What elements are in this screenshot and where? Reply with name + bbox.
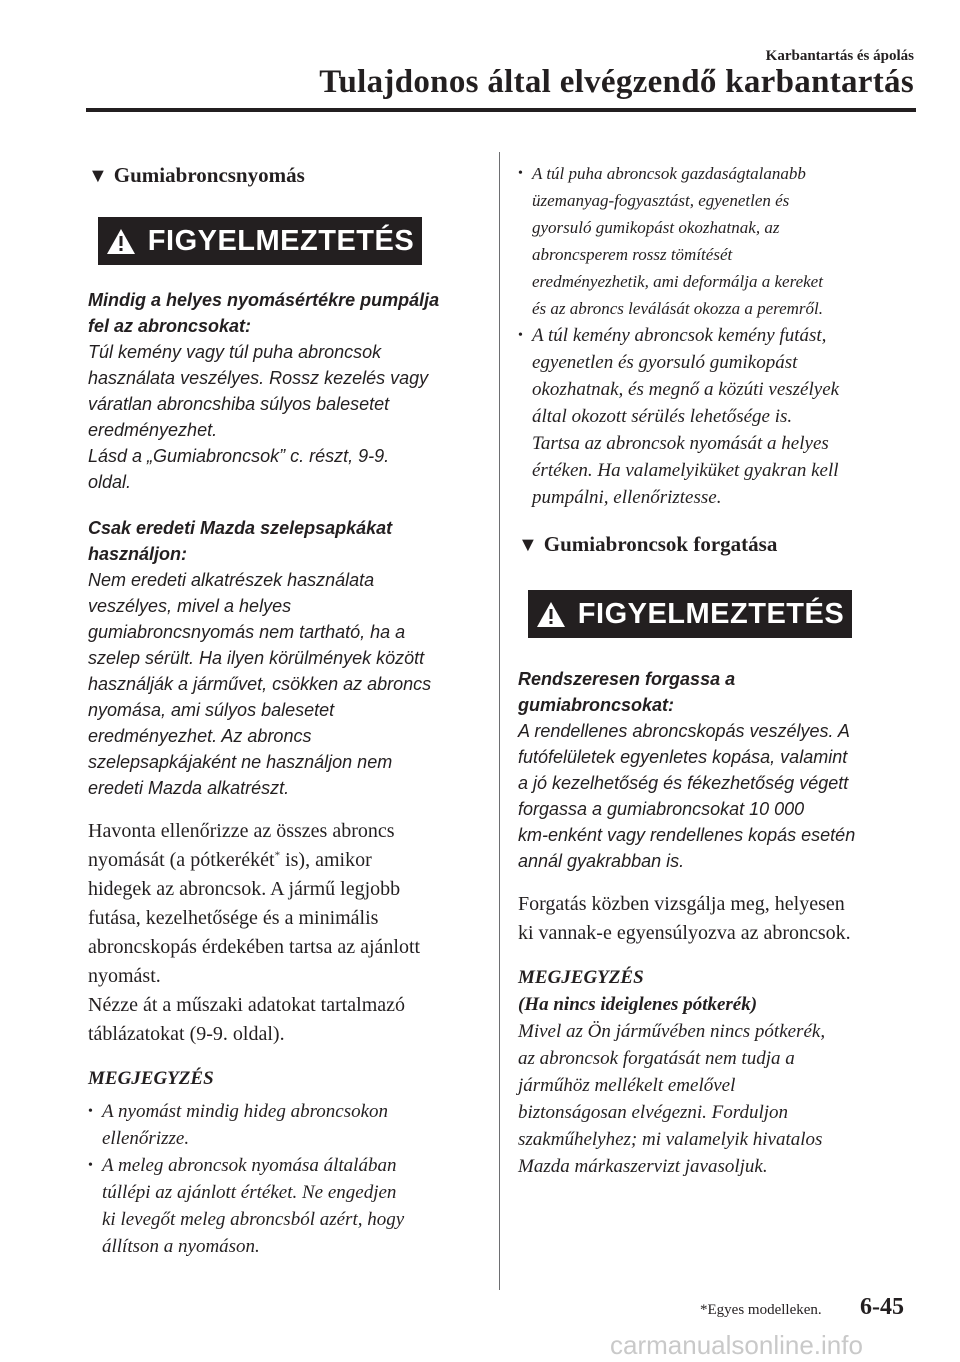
warning-line: a jó kezelhetőség és fékezhetőség végett — [518, 773, 849, 793]
warning-label: FIGYELMEZTETÉS — [577, 597, 845, 630]
warning-line: Nem eredeti alkatrészek használata — [88, 570, 375, 590]
warning-line: váratlan abroncshiba súlyos balesetet — [88, 394, 390, 414]
body-paragraph — [88, 817, 478, 1049]
note-line: az abroncsok forgatását nem tudja a — [518, 1048, 795, 1069]
column-divider — [499, 152, 500, 1290]
warning-lead: Mindig a helyes nyomásértékre pumpálja — [88, 290, 440, 310]
heading-tire-pressure — [88, 160, 478, 191]
warning-banner — [528, 590, 852, 638]
warning-lead: gumiabroncsokat: — [518, 695, 675, 715]
warning-line: futófelületek egyenletes kopása, valamint — [518, 747, 848, 767]
warning-line: gumiabroncsnyomás nem tartható, ha a — [88, 622, 406, 642]
body-line: Havonta ellenőrizze az összes abroncs — [88, 820, 395, 842]
note-list — [518, 160, 918, 322]
note-title: MEGJEGYZÉS — [518, 967, 644, 988]
body-line: futása, kezelhetősége és a minimális — [88, 907, 379, 929]
note-list — [518, 322, 918, 511]
warning-line: eredményezhet. Az abroncs — [88, 726, 312, 746]
warning-line: A rendellenes abroncskopás veszélyes. A — [518, 721, 850, 741]
note-line: ellenőrizze. — [102, 1128, 190, 1149]
note-paragraph — [518, 1018, 918, 1180]
body-line: abroncskopás érdekében tartsa az ajánlott — [88, 936, 421, 958]
note-line: Mazda márkaszervizt javasoljuk. — [518, 1156, 768, 1177]
section-label: Karbantartás és ápolás — [765, 48, 914, 64]
note-title: MEGJEGYZÉS — [88, 1068, 214, 1089]
note-line: túllépi az ajánlott értéket. Ne engedjen — [102, 1182, 397, 1203]
note-line: Tartsa az abroncsok nyomását a helyes — [532, 433, 829, 454]
note-line: A túl kemény abroncsok kemény futást, — [532, 325, 827, 346]
note-line: okozhatnak, és megnő a közúti veszélyek — [532, 379, 840, 400]
warning-lead: Rendszeresen forgassa a — [518, 669, 736, 689]
note-line: által okozott sérülés lehetősége is. — [532, 406, 793, 427]
warning-banner — [98, 217, 422, 265]
triangle-down-icon: ▼ — [88, 165, 108, 187]
warning-line: nyomása, ami súlyos balesetet — [88, 700, 335, 720]
body-line: táblázatokat (9-9. oldal). — [88, 1023, 285, 1045]
heading-text: Gumiabroncsok forgatása — [543, 532, 778, 556]
note-list — [88, 1098, 478, 1260]
warning-line: szelep sérült. Ha ilyen körülmények között — [88, 648, 425, 668]
note-line: A nyomást mindig hideg abroncsokon — [102, 1101, 389, 1122]
page-number: 6-45 — [860, 1294, 904, 1320]
warning-line: eredményezhet. — [88, 420, 218, 440]
note-line: szakműhelyhez; mi valamelyik hivatalos — [518, 1129, 823, 1150]
footnote: *Egyes modelleken. — [700, 1302, 822, 1318]
warning-line: km-enként vagy rendellenes kopás esetén — [518, 825, 856, 845]
warning-line: forgassa a gumiabroncsokat 10 000 — [518, 799, 805, 819]
triangle-down-icon: ▼ — [518, 534, 538, 556]
warning-triangle-icon — [536, 601, 566, 628]
note-item: • A nyomást mindig hideg abroncsokon ellenőrizze. — [88, 1098, 478, 1152]
note-line: biztonságosan elvégezni. Forduljon — [518, 1102, 789, 1123]
warning-line: veszélyes, mivel a helyes — [88, 596, 292, 616]
note-line: A túl puha abroncsok gazdaságtalanabb — [532, 164, 806, 183]
warning-line: oldal. — [88, 472, 132, 492]
note-line: üzemanyag-fogyasztást, egyenetlen és — [532, 191, 790, 210]
left-column — [88, 160, 478, 1260]
warning-lead: Csak eredeti Mazda szelepsapkákat — [88, 518, 393, 538]
warning-lead: fel az abroncsokat: — [88, 316, 252, 336]
note-line: értéken. Ha valamelyiküket gyakran kell — [532, 460, 839, 481]
warning-line: Lásd a „Gumiabroncsok” c. részt, 9-9. — [88, 446, 390, 466]
note-line: ki levegőt meleg abroncsból azért, hogy — [102, 1209, 405, 1230]
warning-lead: használjon: — [88, 544, 188, 564]
note-item: • A túl puha abroncsok gazdaságtalanabb üzemanyag-fogyasztást, egyenetlen és gyorsuló gumikopást okozhatnak, az abroncsperem rossz tömítését eredményezhetik, ami deformálja a kereket és az abroncs leválását okozza a peremről. — [518, 160, 918, 322]
note-line: pumpálni, ellenőriztesse. — [532, 487, 722, 508]
body-line: ki vannak-e egyensúlyozva az abroncsok. — [518, 922, 851, 944]
warning-line: eredeti Mazda alkatrészt. — [88, 778, 290, 798]
note-line: eredményezhetik, ami deformálja a kereket — [532, 272, 823, 291]
warning-line: Túl kemény vagy túl puha abroncsok — [88, 342, 382, 362]
body-paragraph — [518, 890, 918, 948]
warning-line: szelepsapkájaként ne használjon nem — [88, 752, 393, 772]
note-line: A meleg abroncsok nyomása általában — [102, 1155, 397, 1176]
warning-label: FIGYELMEZTETÉS — [147, 224, 415, 257]
heading-tire-rotation — [518, 529, 918, 560]
note-line: gyorsuló gumikopást okozhatnak, az — [532, 218, 780, 237]
note-subtitle: (Ha nincs ideiglenes pótkerék) — [518, 994, 758, 1015]
note-line: járműhöz mellékelt emelővel — [518, 1075, 736, 1096]
body-fragment: is), amikor — [280, 849, 372, 871]
note-item: • A túl kemény abroncsok kemény futást, egyenetlen és gyorsuló gumikopást okozhatnak, és megnő a közúti veszélyek által okozott sérülés lehetősége is. Tartsa az abroncsok nyomását a helyes értéken. Ha valamelyiküket gyakran kell pumpálni, ellenőriztesse. — [518, 322, 918, 511]
right-column — [518, 160, 918, 1180]
note-line: egyenetlen és gyorsuló gumikopást — [532, 352, 798, 373]
warning-text-rotation — [518, 666, 918, 874]
body-line: hidegek az abroncsok. A jármű legjobb — [88, 878, 401, 900]
heading-text: Gumiabroncsnyomás — [113, 163, 305, 187]
warning-text-1 — [88, 287, 478, 801]
page-title: Tulajdonos által elvégzendő karbantartás — [319, 64, 914, 100]
body-fragment: nyomását (a pótkerékét — [88, 849, 275, 871]
title-rule — [86, 108, 916, 112]
warning-line: használják a járművet, csökken az abroncs — [88, 674, 432, 694]
body-line: Forgatás közben vizsgálja meg, helyesen — [518, 893, 845, 915]
note-line: állítson a nyomáson. — [102, 1236, 260, 1257]
body-line: Nézze át a műszaki adatokat tartalmazó — [88, 994, 406, 1016]
warning-line: használata veszélyes. Rossz kezelés vagy — [88, 368, 429, 388]
note-line: és az abroncs leválását okozza a peremről. — [532, 299, 824, 318]
body-line — [88, 846, 478, 875]
body-line: nyomást. — [88, 965, 161, 987]
note-item: • A meleg abroncsok nyomása általában túllépi az ajánlott értéket. Ne engedjen ki levegőt meleg abroncsból azért, hogy állítson a nyomáson. — [88, 1152, 478, 1260]
warning-triangle-icon — [106, 228, 136, 255]
watermark: carmanualsonline.info — [610, 1330, 863, 1360]
note-line: abroncsperem rossz tömítését — [532, 245, 733, 264]
warning-line: annál gyakrabban is. — [518, 851, 685, 871]
note-line: Mivel az Ön járművében nincs pótkerék, — [518, 1021, 826, 1042]
footnote-marker: * — [274, 849, 281, 862]
